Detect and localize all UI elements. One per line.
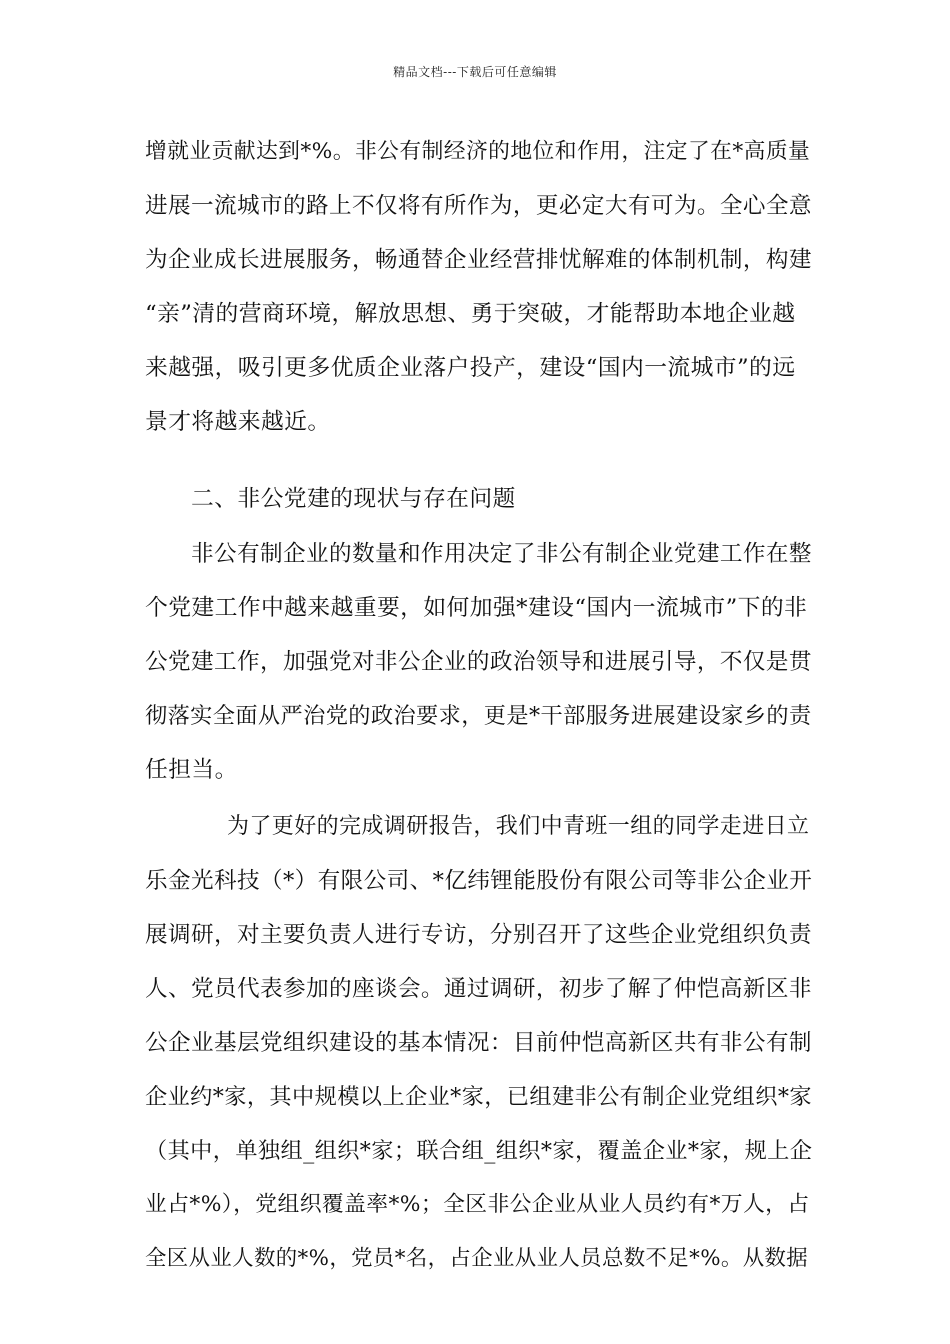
paragraph-line: 来越强，吸引更多优质企业落户投产，建设“国内一流城市”的远 bbox=[145, 355, 796, 381]
page-header: 精品文档---下载后可任意编辑 bbox=[393, 65, 557, 79]
paragraph-line: 公企业基层党组织建设的基本情况：目前仲恺高新区共有非公有制 bbox=[145, 1030, 812, 1056]
paragraph-2 bbox=[145, 527, 813, 797]
paragraph-line: 彻落实全面从严治党的政治要求，更是*干部服务进展建设家乡的责 bbox=[145, 703, 812, 729]
paragraph-line: 进展一流城市的路上不仅将有所作为，更必定大有可为。全心全意 bbox=[145, 193, 812, 219]
paragraph-3 bbox=[145, 800, 813, 1286]
paragraph-line: 任担当。 bbox=[145, 757, 238, 783]
paragraph-line: 增就业贡献达到*%。非公有制经济的地位和作用，注定了在*高质量 bbox=[145, 139, 811, 164]
paragraph-1 bbox=[145, 125, 813, 449]
paragraph-line: 为企业成长进展服务，畅通替企业经营排忧解难的体制机制，构建 bbox=[145, 247, 812, 273]
paragraph-line: 企业约*家，其中规模以上企业*家，已组建非公有制企业党组织*家 bbox=[145, 1084, 812, 1110]
paragraph-line: 业占*%），党组织覆盖率*%；全区非公企业从业人员约有*万人，占 bbox=[145, 1192, 810, 1217]
paragraph-line: “亲”清的营商环境，解放思想、勇于突破，才能帮助本地企业越 bbox=[145, 301, 796, 327]
paragraph-line: （其中，单独组_组织*家；联合组_组织*家，覆盖企业*家，规上企 bbox=[145, 1138, 813, 1164]
paragraph-line: 展调研，对主要负责人进行专访，分别召开了这些企业党组织负责 bbox=[145, 922, 812, 948]
paragraph-line: 个党建工作中越来越重要，如何加强*建设“国内一流城市”下的非 bbox=[145, 595, 808, 621]
paragraph-line: 非公有制企业的数量和作用决定了非公有制企业党建工作在整 bbox=[191, 541, 812, 567]
section-heading bbox=[145, 472, 813, 526]
paragraph-line: 人、党员代表参加的座谈会。通过调研，初步了解了仲恺高新区非 bbox=[145, 976, 812, 1002]
paragraph-line: 乐金光科技（*）有限公司、*亿纬锂能股份有限公司等非公企业开 bbox=[145, 868, 813, 894]
paragraph-line: 为了更好的完成调研报告，我们中青班一组的同学走进日立 bbox=[227, 814, 810, 839]
paragraph-line: 公党建工作，加强党对非公企业的政治领导和进展引导，不仅是贯 bbox=[145, 649, 812, 675]
section-heading-text: 二、非公党建的现状与存在问题 bbox=[191, 486, 516, 512]
paragraph-line: 景才将越来越近。 bbox=[145, 409, 331, 435]
paragraph-line: 全区从业人数的*%，党员*名，占企业从业人员总数不足*%。从数据 bbox=[145, 1246, 809, 1271]
